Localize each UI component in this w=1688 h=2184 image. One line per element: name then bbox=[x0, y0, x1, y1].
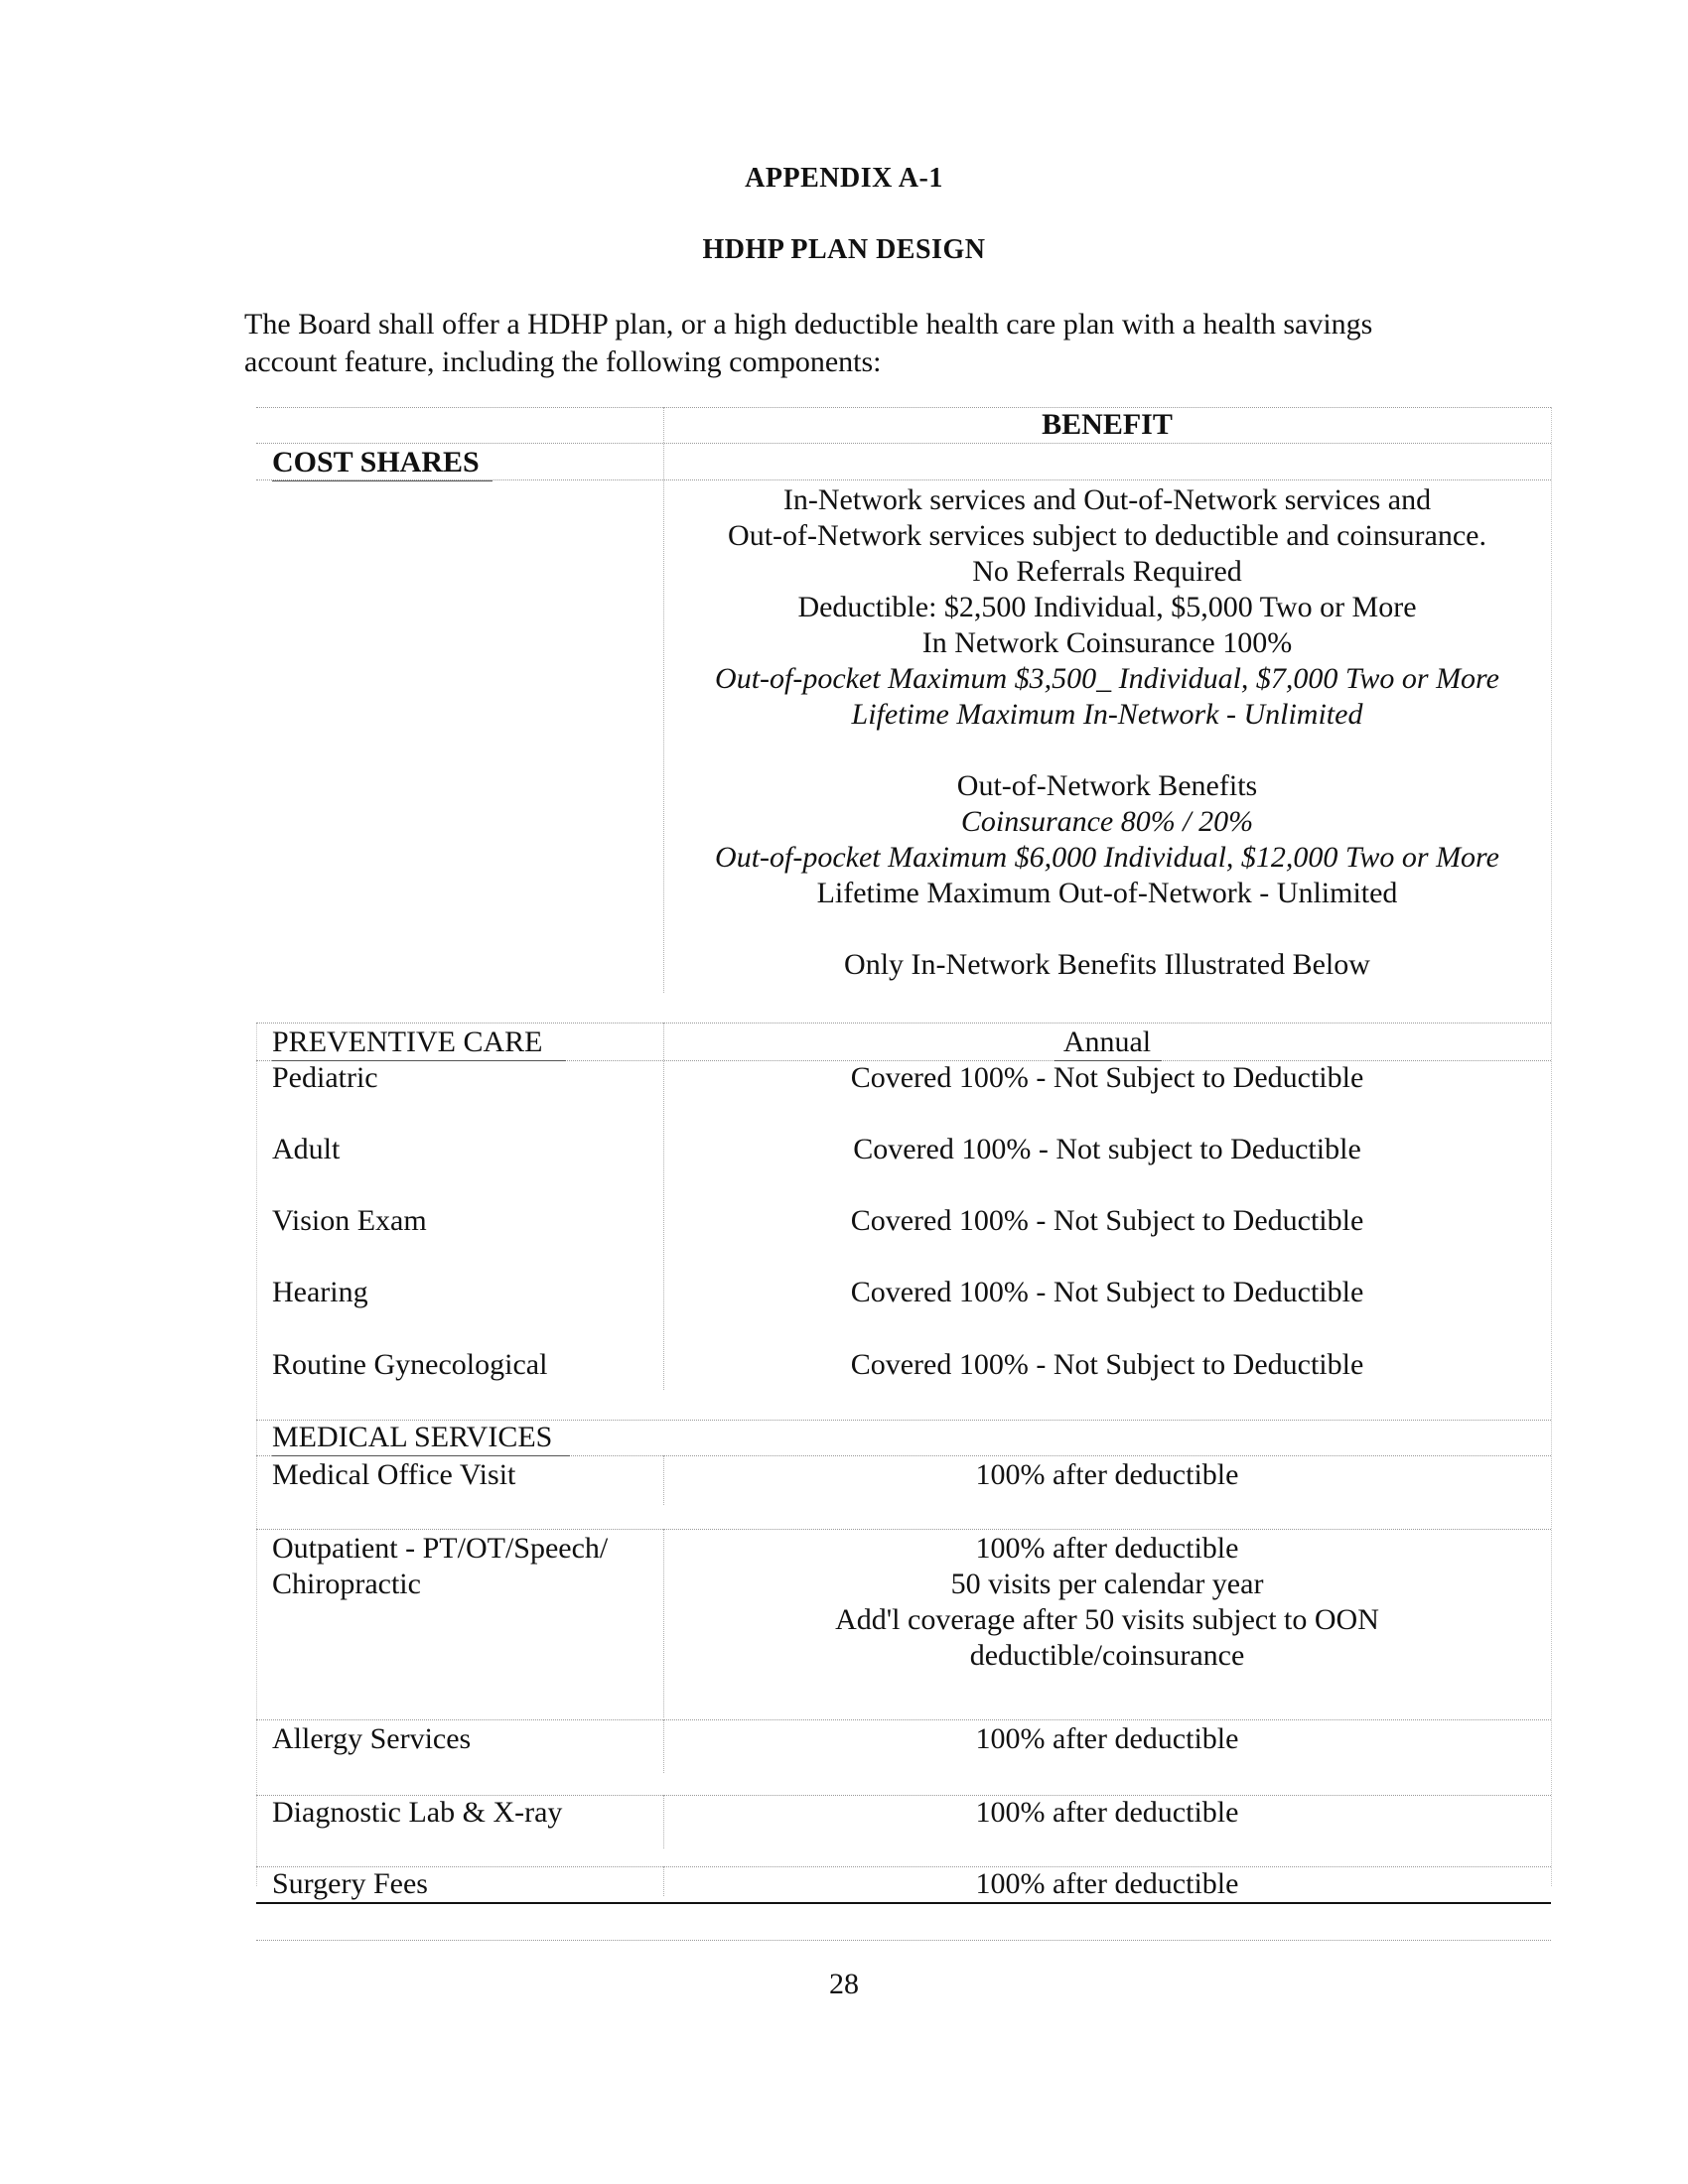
row-label: Pediatric bbox=[272, 1061, 378, 1094]
row-label: Medical Office Visit bbox=[272, 1458, 516, 1491]
row-label bbox=[272, 1531, 608, 1602]
underline bbox=[272, 1455, 570, 1456]
row-label: Hearing bbox=[272, 1276, 368, 1308]
row-value-line: deductible/coinsurance bbox=[969, 1639, 1245, 1672]
spacer bbox=[663, 911, 1551, 947]
cost-share-line: Lifetime Maximum In-Network - Unlimited bbox=[851, 698, 1363, 731]
row-label-line: Chiropractic bbox=[272, 1568, 421, 1600]
intro-line-2: account feature, including the following components: bbox=[244, 345, 882, 378]
cost-share-line: Coinsurance 80% / 20% bbox=[960, 805, 1254, 838]
cost-share-line: Out-of-Network services subject to deductible and coinsurance. bbox=[728, 519, 1486, 552]
cost-shares-header: COST SHARES bbox=[272, 446, 480, 478]
row-value: 100% after deductible bbox=[975, 1867, 1239, 1900]
row-label: Surgery Fees bbox=[272, 1867, 428, 1900]
row-value: Covered 100% - Not Subject to Deductible bbox=[850, 1348, 1364, 1381]
row-value: Covered 100% - Not subject to Deductible bbox=[853, 1133, 1361, 1165]
table-rule bbox=[256, 1023, 1551, 1024]
cost-share-line: Deductible: $2,500 Individual, $5,000 Two or More bbox=[797, 591, 1417, 623]
intro-line-1: The Board shall offer a HDHP plan, or a high deductible health care plan with a health savings bbox=[244, 308, 1373, 341]
cost-share-line: Out-of-pocket Maximum $3,500_ Individual, $7,000 Two or More bbox=[715, 662, 1499, 695]
row-value: Covered 100% - Not Subject to Deductible bbox=[850, 1061, 1364, 1094]
table-footer-rule bbox=[256, 1940, 1551, 1941]
cost-share-line: Out-of-Network Benefits bbox=[956, 769, 1258, 802]
cost-share-line: Lifetime Maximum Out-of-Network - Unlimited bbox=[816, 877, 1398, 909]
appendix-title: APPENDIX A-1 bbox=[745, 163, 943, 194]
cost-share-line: In Network Coinsurance 100% bbox=[921, 626, 1293, 659]
row-value: Covered 100% - Not Subject to Deductible bbox=[850, 1204, 1364, 1237]
cost-share-line: In-Network services and Out-of-Network services and bbox=[782, 483, 1432, 516]
preventive-header: PREVENTIVE CARE bbox=[272, 1025, 543, 1058]
row-label: Routine Gynecological bbox=[272, 1348, 548, 1381]
spacer bbox=[663, 733, 1551, 768]
table-rule bbox=[256, 443, 1551, 444]
cost-share-line: Out-of-pocket Maximum $6,000 Individual, $12,000 Two or More bbox=[715, 841, 1499, 874]
page-number: 28 bbox=[829, 1968, 859, 2000]
row-value-line: Add'l coverage after 50 visits subject to OON bbox=[835, 1603, 1379, 1636]
table-rule bbox=[256, 1719, 1551, 1720]
row-label: Diagnostic Lab & X-ray bbox=[272, 1796, 563, 1829]
cost-share-block bbox=[663, 482, 1551, 983]
table-left-edge bbox=[256, 1023, 257, 1886]
row-value-line: 100% after deductible bbox=[975, 1532, 1239, 1565]
plan-title: HDHP PLAN DESIGN bbox=[702, 234, 986, 265]
medical-header: MEDICAL SERVICES bbox=[272, 1421, 553, 1453]
row-value: 100% after deductible bbox=[975, 1458, 1239, 1491]
row-value: Covered 100% - Not Subject to Deductible bbox=[850, 1276, 1364, 1308]
row-label: Adult bbox=[272, 1133, 341, 1165]
benefit-header: BENEFIT bbox=[1042, 408, 1173, 441]
underline bbox=[272, 480, 492, 481]
cost-share-line: Only In-Network Benefits Illustrated Below bbox=[844, 948, 1370, 981]
table-right-edge bbox=[1551, 407, 1552, 1886]
cost-share-line: No Referrals Required bbox=[972, 555, 1242, 588]
row-value: 100% after deductible bbox=[975, 1796, 1239, 1829]
preventive-header-value: Annual bbox=[1062, 1025, 1152, 1058]
intro-paragraph bbox=[244, 306, 1476, 381]
row-label-line: Outpatient - PT/OT/Speech/ bbox=[272, 1532, 609, 1565]
row-value bbox=[663, 1531, 1551, 1674]
table-bottom-rule bbox=[256, 1902, 1551, 1904]
row-label: Vision Exam bbox=[272, 1204, 427, 1237]
row-label: Allergy Services bbox=[272, 1722, 472, 1755]
row-value-line: 50 visits per calendar year bbox=[950, 1568, 1264, 1600]
row-value: 100% after deductible bbox=[975, 1722, 1239, 1755]
table-rule bbox=[256, 1529, 1551, 1530]
